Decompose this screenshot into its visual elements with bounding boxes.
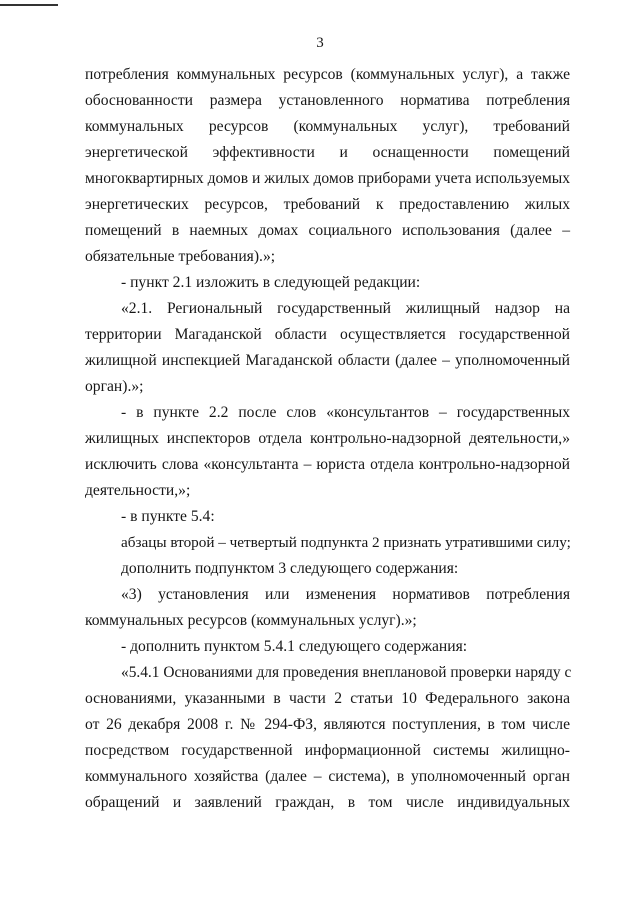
text-line: «2.1. Региональный государственный жилищный надзор на (121, 300, 570, 317)
text-line: исключить слова «консультанта – юриста отдела контрольно-надзорной (85, 456, 570, 473)
text-line: коммунальных ресурсов (коммунальных услуг).»; (85, 612, 417, 629)
text-line: орган).»; (85, 378, 144, 395)
text-line: «3) установления или изменения нормативов потребления (121, 586, 570, 603)
text-line: обращений и заявлений граждан, в том числе индивидуальных (85, 794, 570, 811)
text-line: коммунальных ресурсов (коммунальных услуг), требований (85, 118, 570, 135)
text-line: - в пункте 2.2 после слов «консультантов – государственных (121, 404, 570, 421)
text-line: дополнить подпунктом 3 следующего содержания: (121, 560, 459, 577)
text-line: деятельности,»; (85, 482, 191, 499)
text-line: - пункт 2.1 изложить в следующей редакции: (121, 274, 421, 291)
text-line: «5.4.1 Основаниями для проведения внеплановой проверки наряду с (121, 664, 572, 681)
text-line: энергетической эффективности и оснащенности помещений (85, 144, 570, 161)
document-body (85, 62, 570, 816)
text-line: территории Магаданской области осуществляется государственной (85, 326, 570, 343)
text-line: энергетических ресурсов, требований к предоставлению жилых (85, 196, 570, 213)
text-line: от 26 декабря 2008 г. № 294-ФЗ, являются поступления, в том числе (85, 716, 570, 733)
text-line: жилищных инспекторов отдела контрольно-надзорной деятельности,» (85, 430, 570, 447)
text-line: жилищной инспекцией Магаданской области (далее – уполномоченный (85, 352, 570, 369)
text-line: обязательные требования).»; (85, 248, 276, 265)
text-line: обоснованности размера установленного норматива потребления (85, 92, 570, 109)
text-line: абзацы второй – четвертый подпункта 2 признать утратившими силу; (121, 534, 571, 551)
text-line: посредством государственной информационной системы жилищно- (85, 742, 570, 759)
scan-edge-mark (0, 4, 58, 6)
text-line: коммунального хозяйства (далее – система), в уполномоченный орган (85, 768, 570, 785)
text-line: - дополнить пунктом 5.4.1 следующего содержания: (121, 638, 468, 655)
text-line: потребления коммунальных ресурсов (коммунальных услуг), а также (85, 66, 570, 83)
text-line: многоквартирных домов и жилых домов приборами учета используемых (85, 170, 570, 187)
page-number: 3 (316, 35, 324, 51)
text-line: помещений в наемных домах социального использования (далее – (85, 222, 570, 239)
text-line: основаниями, указанными в части 2 статьи 10 Федерального закона (85, 690, 570, 707)
text-line: - в пункте 5.4: (121, 508, 215, 525)
